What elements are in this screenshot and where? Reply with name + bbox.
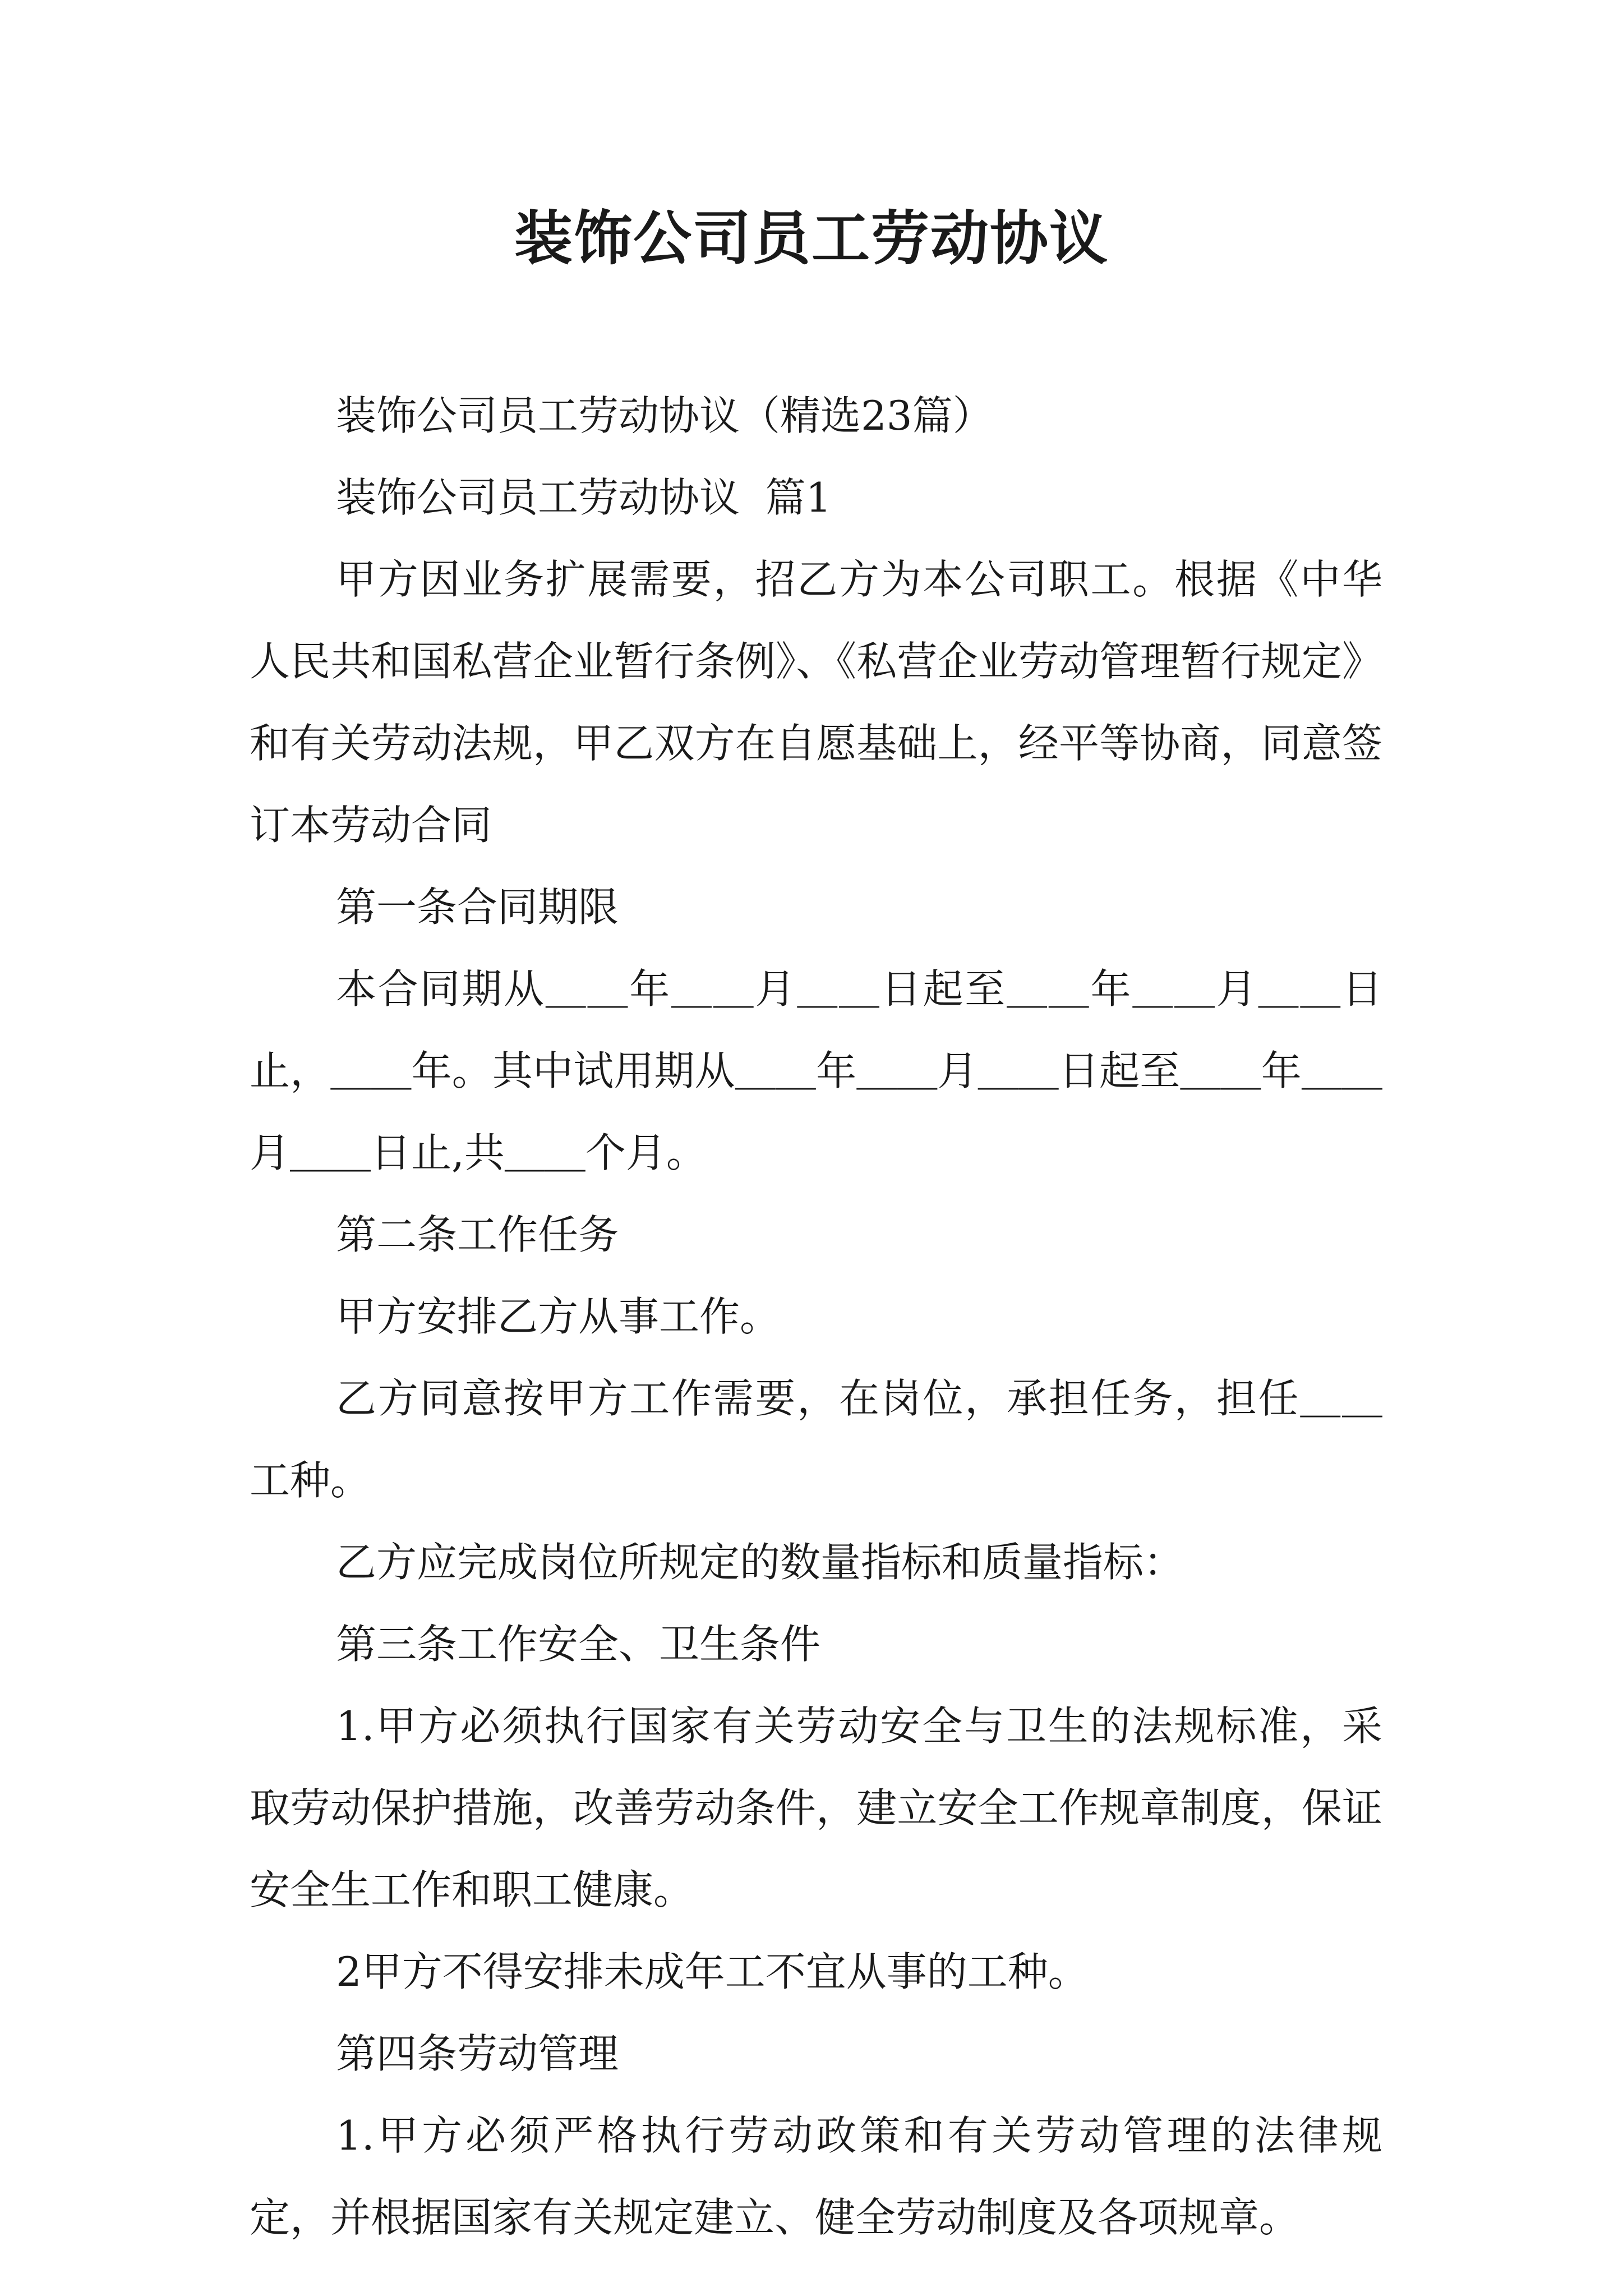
article-2-heading: 第二条工作任务 xyxy=(336,1211,619,1258)
article-4-heading: 第四条劳动管理 xyxy=(336,2030,619,2077)
article-3-item-1: 1.甲方必须执行国家有关劳动安全与卫生的法规标准，采取劳动保护措施，改善劳动条件，建立安全工作规章制度，保证安全生工作和职工健康。 xyxy=(250,1703,1382,1913)
article-1-term-paragraph: 本合同期从＿＿年＿＿月＿＿日起至＿＿年＿＿月＿＿日止，＿＿年。其中试用期从＿＿年＿＿月＿＿日起至＿＿年＿＿月＿＿日止,共＿＿个月。 xyxy=(250,965,1382,1176)
article-2-paragraph-1: 甲方安排乙方从事工作。 xyxy=(336,1293,781,1340)
article-3-item-2: 2甲方不得安排未成年工不宜从事的工种。 xyxy=(336,1948,1089,1995)
section-heading-part-1: 装饰公司员工劳动协议 篇1 xyxy=(336,474,832,521)
document-body xyxy=(250,375,1382,2258)
article-3-heading: 第三条工作安全、卫生条件 xyxy=(336,1621,821,1668)
article-4-item-1: 1.甲方必须严格执行劳动政策和有关劳动管理的法律规定，并根据国家有关规定建立、健全劳动制度及各项规章。 xyxy=(250,2112,1382,2241)
subtitle-paragraph: 装饰公司员工劳动协议（精选23篇） xyxy=(336,392,993,439)
article-2-paragraph-3: 乙方应完成岗位所规定的数量指标和质量指标： xyxy=(336,1539,1184,1586)
article-1-heading: 第一条合同期限 xyxy=(336,884,619,931)
document-title: 装饰公司员工劳动协议 xyxy=(514,204,1109,273)
article-2-paragraph-2: 乙方同意按甲方工作需要，在岗位，承担任务，担任＿＿工种。 xyxy=(250,1375,1382,1504)
intro-paragraph: 甲方因业务扩展需要，招乙方为本公司职工。根据《中华人民共和国私营企业暂行条例》、《私营企业劳动管理暂行规定》和有关劳动法规，甲乙双方在自愿基础上，经平等协商，同意签订本劳动合同 xyxy=(250,556,1382,849)
